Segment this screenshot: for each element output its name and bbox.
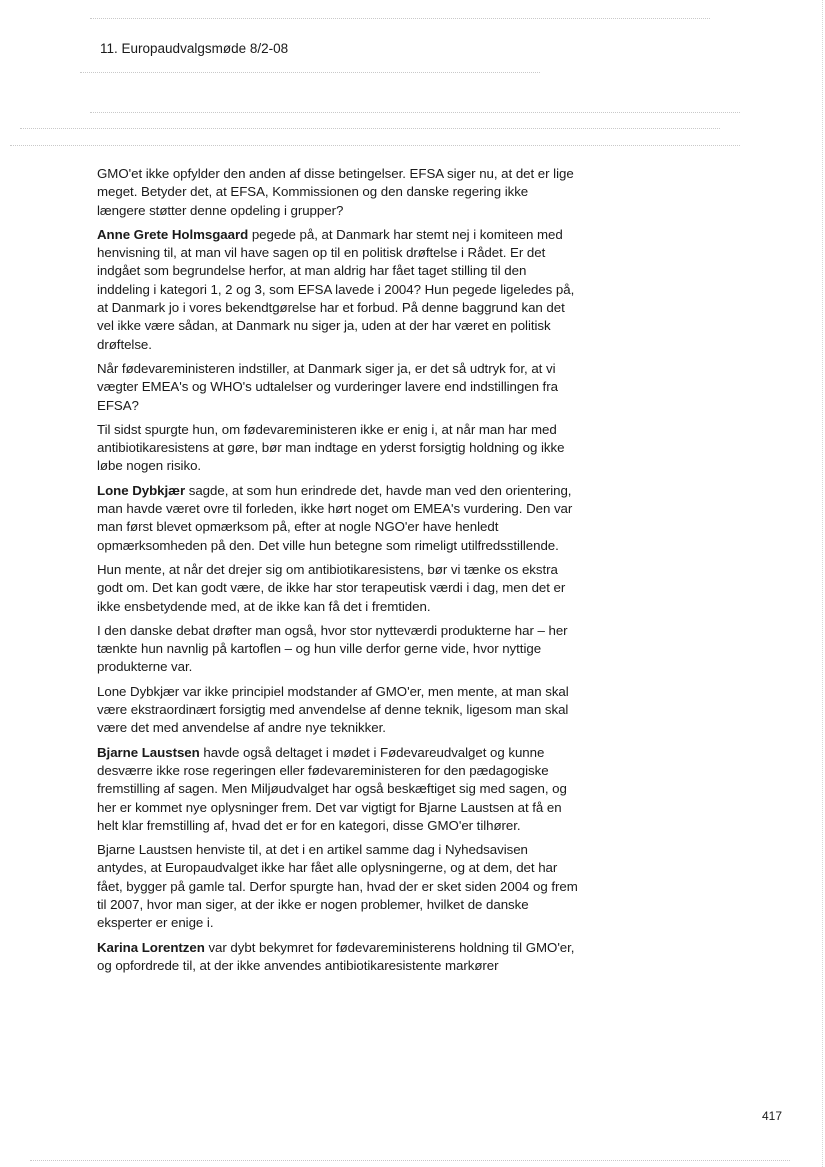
paragraph-text: Når fødevareministeren indstiller, at Danmark siger ja, er det så udtryk for, at vi vægter EMEA's og WHO's udtalelser og vurderinger lavere end indstillingen fra EFSA? — [97, 360, 558, 413]
scan-edge — [822, 0, 823, 1167]
paragraph-text: havde også deltaget i mødet i Fødevareudvalget og kunne desværre ikke rose regeringen eller fødevareministeren for den pædagogiske fremstilling af sagen. Men Miljøudvalget har også beskæftiget sig med sagen, og her er kommet nye oplysninger frem. Det var vigtigt for Bjarne Laustsen at få en helt klar fremstilling af, hvad det er for en kategori, disse GMO'er tilhører. — [97, 744, 567, 833]
paragraph-text: Hun mente, at når det drejer sig om antibiotikaresistens, bør vi tænke os ekstra godt om. Det kan godt være, de ikke har stor terapeutisk værdi i dag, men det er ikke ensbetydende med, at de ikke kan få det i fremtiden. — [97, 561, 566, 614]
paragraph-text: I den danske debat drøfter man også, hvor stor nytteværdi produkterne har – her tænkte hun navnlig på kartoflen – og hun ville derfor gerne vide, hvor nyttige produkterne var. — [97, 622, 568, 675]
paragraph — [97, 841, 579, 932]
paragraph — [97, 744, 579, 835]
paragraph-text: sagde, at som hun erindrede det, havde man ved den orientering, man havde været ovre til forleden, ikke hørt noget om EMEA's vurdering. Den var man først blevet opmærksom på, efter at nogle NGO'er have henledt opmærksomheden på den. Det ville hun betegne som rimeligt utilfredsstillende. — [97, 482, 573, 553]
paragraph — [97, 939, 579, 976]
paragraph — [97, 482, 579, 555]
scan-artifact-line — [20, 128, 720, 129]
speaker-name: Karina Lorentzen — [97, 939, 205, 955]
paragraph — [97, 421, 579, 476]
paragraph — [97, 226, 579, 354]
scan-artifact-line — [30, 1160, 790, 1161]
paragraph — [97, 165, 579, 220]
paragraph — [97, 561, 579, 616]
scan-artifact-line — [90, 112, 740, 113]
paragraph-text: var dybt bekymret for fødevareministerens holdning til GMO'er, og opfordrede til, at der ikke anvendes antibiotikaresistente markører — [97, 939, 575, 973]
paragraph — [97, 360, 579, 415]
paragraph-text: GMO'et ikke opfylder den anden af disse betingelser. EFSA siger nu, at det er lige meget. Betyder det, at EFSA, Kommissionen og den danske regering ikke længere støtter denne opdeling i grupper? — [97, 166, 574, 218]
document-body — [97, 165, 579, 981]
paragraph-text: Til sidst spurgte hun, om fødevareministeren ikke er enig i, at når man har med antibiotikaresistens at gøre, bør man indtage en yderst forsigtig holdning og ikke løbe nogen risiko. — [97, 421, 565, 474]
page-header: 11. Europaudvalgsmøde 8/2-08 — [100, 41, 289, 56]
scan-artifact-line — [90, 18, 710, 19]
paragraph-text: Lone Dybkjær var ikke principiel modstander af GMO'er, men mente, at man skal være ekstraordinært forsigtig med anvendelse af denne teknik, ligesom man skal være det med anvendelse af andre nye teknikker. — [97, 683, 569, 736]
paragraph — [97, 683, 579, 738]
paragraph-text: pegede på, at Danmark har stemt nej i komiteen med henvisning til, at man vil have sagen op til en politisk drøftelse i Rådet. Er det indgået som begrundelse herfor, at man aldrig har fået taget stilling til den inddeling i kategori 1, 2 og 3, som EFSA lavede i 2004? Hun pegede ligeledes på, at Danmark jo i vores bekendtgørelse har et forbud. På denne baggrund kan det vel ikke være sådan, at Danmark nu siger ja, uden at der har været en politisk drøftelse. — [97, 226, 575, 352]
speaker-name: Anne Grete Holmsgaard — [97, 226, 249, 242]
page-number: 417 — [762, 1109, 783, 1123]
paragraph — [97, 622, 579, 677]
scan-artifact-line — [80, 72, 540, 73]
scan-artifact-line — [10, 145, 740, 146]
paragraph-text: Bjarne Laustsen henviste til, at det i en artikel samme dag i Nyhedsavisen antydes, at Europaudvalget ikke har fået alle oplysningerne, og at dem, det har fået, bygger på gamle tal. Derfor spurgte han, hvad der er sket siden 2004 og frem til 2007, hvor man siger, at der ikke er nogen problemer, hvilket de danske eksperter er enige i. — [97, 842, 578, 931]
speaker-name: Bjarne Laustsen — [97, 744, 200, 760]
speaker-name: Lone Dybkjær — [97, 482, 186, 498]
